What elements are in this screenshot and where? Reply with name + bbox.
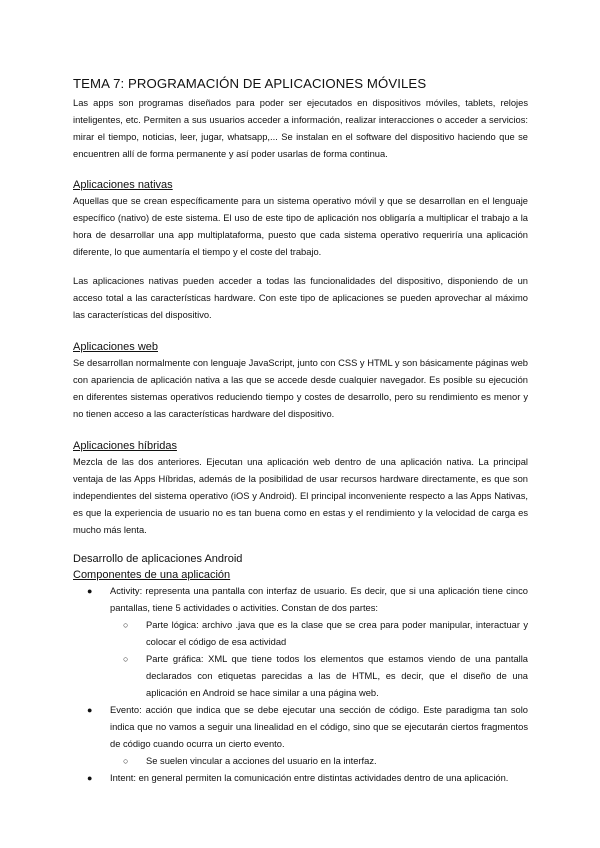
bullet-filled-icon: ● — [87, 586, 93, 596]
list-item-text: Intent: en general permiten la comunicación entre distintas actividades dentro de una aplicación. — [110, 773, 509, 783]
sublist-evento — [110, 753, 528, 770]
bullet-hollow-icon: ○ — [123, 756, 129, 766]
bullet-filled-icon: ● — [87, 773, 93, 783]
intro-paragraph: Las apps son programas diseñados para poder ser ejecutados en dispositivos móviles, tablets, relojes inteligentes, etc. Permiten a sus usuarios acceder a información, realizar interacciones o acceder a servicios: mirar el tiempo, noticias, leer, jugar, whatsapp,... Se instalan en el software del dispositivo haciendo que se encuentren allí de forma permanente y así poder usarlas de forma continua. — [73, 98, 528, 159]
components-list — [73, 583, 528, 787]
hibridas-paragraph: Mezcla de las dos anteriores. Ejecutan una aplicación web dentro de una aplicación nativa. La principal ventaja de las Apps Híbridas, además de la posibilidad de usar recursos hardware directamente, es que son independientes del sistema operativo (iOS y Android). El principal inconveniente respecto a las Apps Nativas, es que la experiencia de usuario no es tan buena como en estas y el rendimiento y la velocidad de carga es mucho más lenta. — [73, 457, 528, 535]
sublist-item — [110, 651, 528, 702]
section-heading-nativas: Aplicaciones nativas — [73, 179, 173, 191]
sublist-item-text: Se suelen vincular a acciones del usuario en la interfaz. — [146, 756, 377, 766]
sublist-item — [110, 617, 528, 651]
bullet-hollow-icon: ○ — [123, 620, 129, 630]
bullet-filled-icon: ● — [87, 705, 93, 715]
web-paragraph: Se desarrollan normalmente con lenguaje JavaScript, junto con CSS y HTML y son básicamente páginas web con apariencia de aplicación nativa a las que se accede desde cualquier navegador. Es posible su ejecución en diferentes sistemas operativos reduciendo tiempo y costes de desarrollo, pero su rendimiento es menor y no tienen acceso a las características hardware del dispositivo. — [73, 358, 528, 419]
nativas-paragraph-2: Las aplicaciones nativas pueden acceder a todas las funcionalidades del dispositivo, disponiendo de un acceso total a las características hardware. Con este tipo de aplicaciones se pueden aprovechar al máximo las características del dispositivo. — [73, 276, 528, 320]
section-heading-android: Desarrollo de aplicaciones Android — [73, 553, 243, 565]
sublist-activity — [110, 617, 528, 702]
subsection-heading-componentes: Componentes de una aplicación — [73, 569, 231, 581]
page-title: TEMA 7: PROGRAMACIÓN DE APLICACIONES MÓVILES — [73, 76, 427, 91]
list-item-text: Evento: acción que indica que se debe ejecutar una sección de código. Este paradigma tan solo indica que no vamos a seguir una linealidad en el código, sino que se ejecutarán ciertos fragmentos de código cuando ocurra un cierto evento. — [110, 705, 528, 749]
list-item-text: Activity: representa una pantalla con interfaz de usuario. Es decir, que si una aplicación tiene cinco pantallas, tiene 5 actividades o activities. Constan de dos partes: — [110, 586, 528, 613]
section-heading-hibridas: Aplicaciones híbridas — [73, 440, 177, 452]
bullet-hollow-icon: ○ — [123, 654, 129, 664]
section-heading-web: Aplicaciones web — [73, 341, 158, 353]
sublist-item-text: Parte gráfica: XML que tiene todos los elementos que estamos viendo de una pantalla declarados con etiquetas parecidas a las de HTML, es decir, que el diseño de una aplicación en Android se hace similar a una página web. — [146, 654, 528, 698]
nativas-paragraph-1: Aquellas que se crean específicamente para un sistema operativo móvil y que se desarrollan en el lenguaje específico (nativo) de este sistema. El uso de este tipo de aplicación nos obligaría a multiplicar el trabajo a la hora de desarrollar una app multiplataforma, puesto que cada sistema operativo requeriría una aplicación diferente, lo que aumentaría el tiempo y el coste del trabajo. — [73, 196, 528, 257]
list-item-evento — [73, 702, 528, 770]
list-item-intent — [73, 770, 528, 787]
sublist-item-text: Parte lógica: archivo .java que es la clase que se crea para poder manipular, interactuar y colocar el código de esa actividad — [146, 620, 528, 647]
sublist-item — [110, 753, 528, 770]
list-item-activity — [73, 583, 528, 702]
